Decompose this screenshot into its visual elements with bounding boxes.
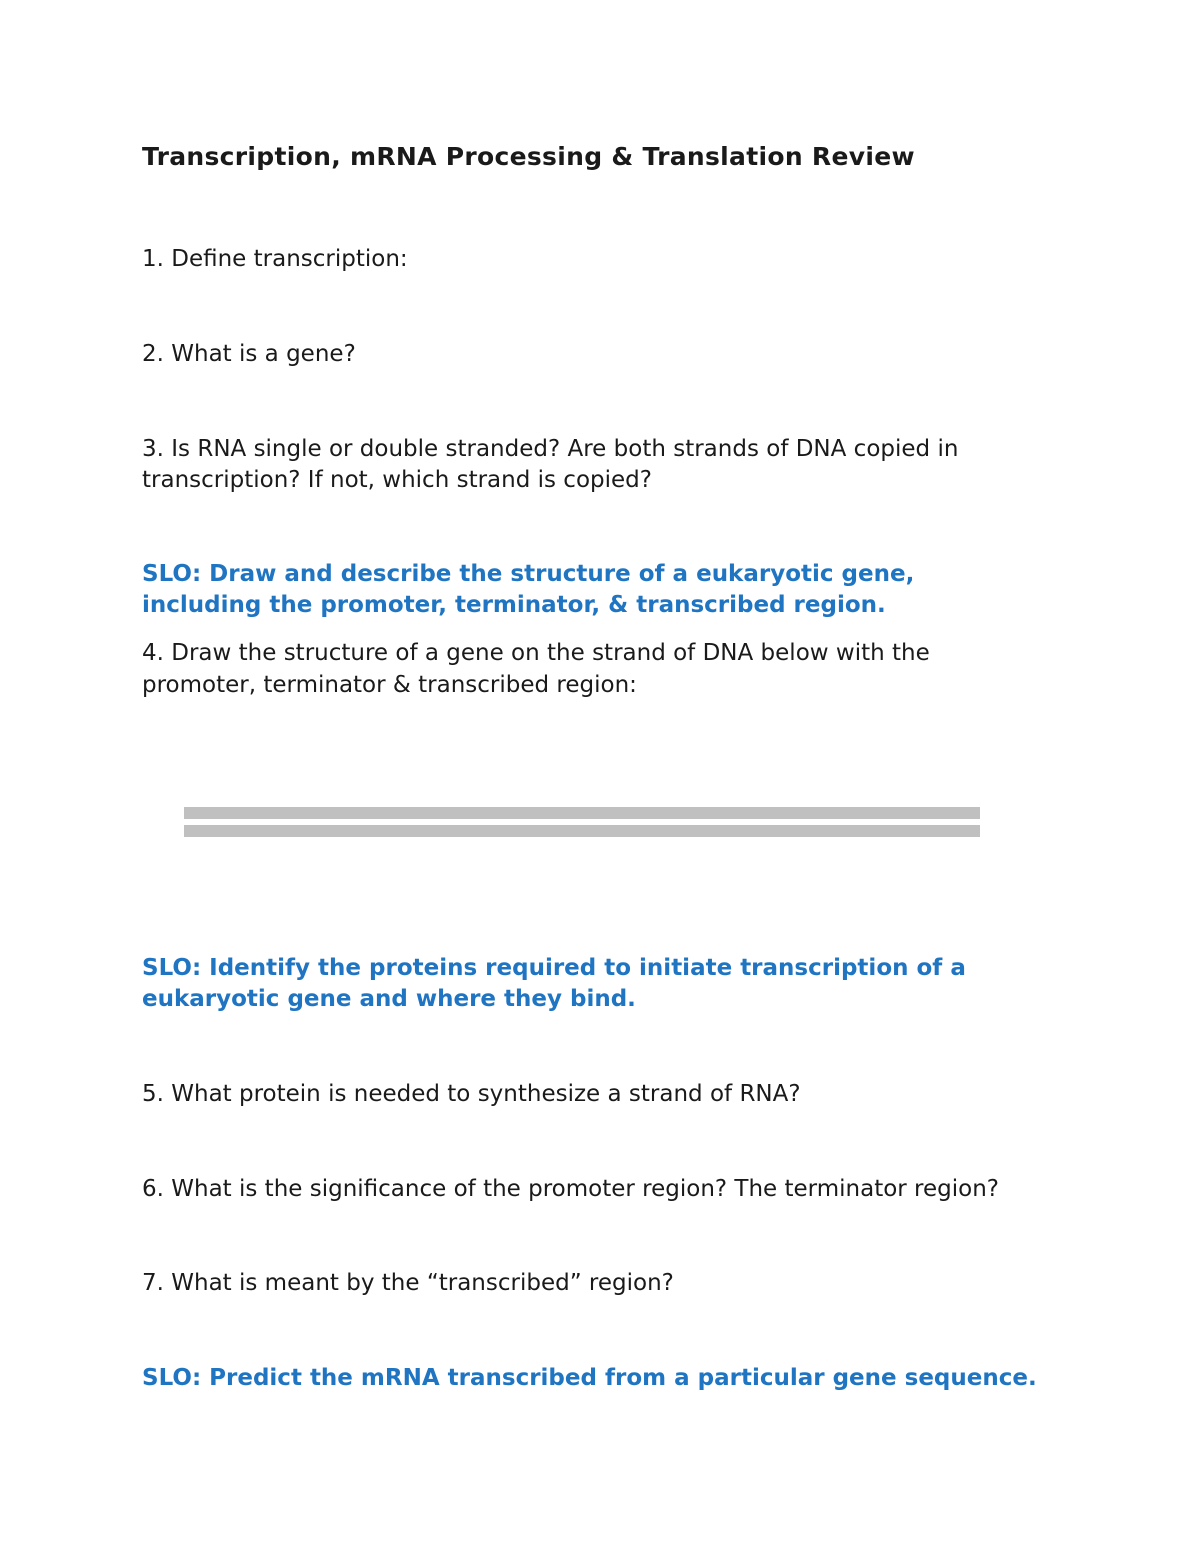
slo-2-line-1: SLO: Identify the proteins required to initiate transcription of a xyxy=(142,955,966,981)
question-3-line-2: transcription? If not, which strand is copied? xyxy=(142,467,652,493)
question-6: 6. What is the significance of the promoter region? The terminator region? xyxy=(142,1176,999,1202)
question-1: 1. Define transcription: xyxy=(142,246,408,272)
question-7: 7. What is meant by the “transcribed” region? xyxy=(142,1270,674,1296)
slo-1-line-2: including the promoter, terminator, & transcribed region. xyxy=(142,592,886,618)
question-4-line-2: promoter, terminator & transcribed region: xyxy=(142,672,637,698)
slo-1-line-1: SLO: Draw and describe the structure of a eukaryotic gene, xyxy=(142,561,915,587)
page-title: Transcription, mRNA Processing & Translation Review xyxy=(142,142,915,171)
slo-2-line-2: eukaryotic gene and where they bind. xyxy=(142,986,636,1012)
question-5: 5. What protein is needed to synthesize a strand of RNA? xyxy=(142,1081,801,1107)
question-3-line-1: 3. Is RNA single or double stranded? Are both strands of DNA copied in xyxy=(142,436,959,462)
dna-strand-bottom xyxy=(184,825,980,837)
question-2: 2. What is a gene? xyxy=(142,341,356,367)
question-4-line-1: 4. Draw the structure of a gene on the strand of DNA below with the xyxy=(142,640,930,666)
slo-3: SLO: Predict the mRNA transcribed from a particular gene sequence. xyxy=(142,1365,1037,1391)
dna-strand-top xyxy=(184,807,980,819)
